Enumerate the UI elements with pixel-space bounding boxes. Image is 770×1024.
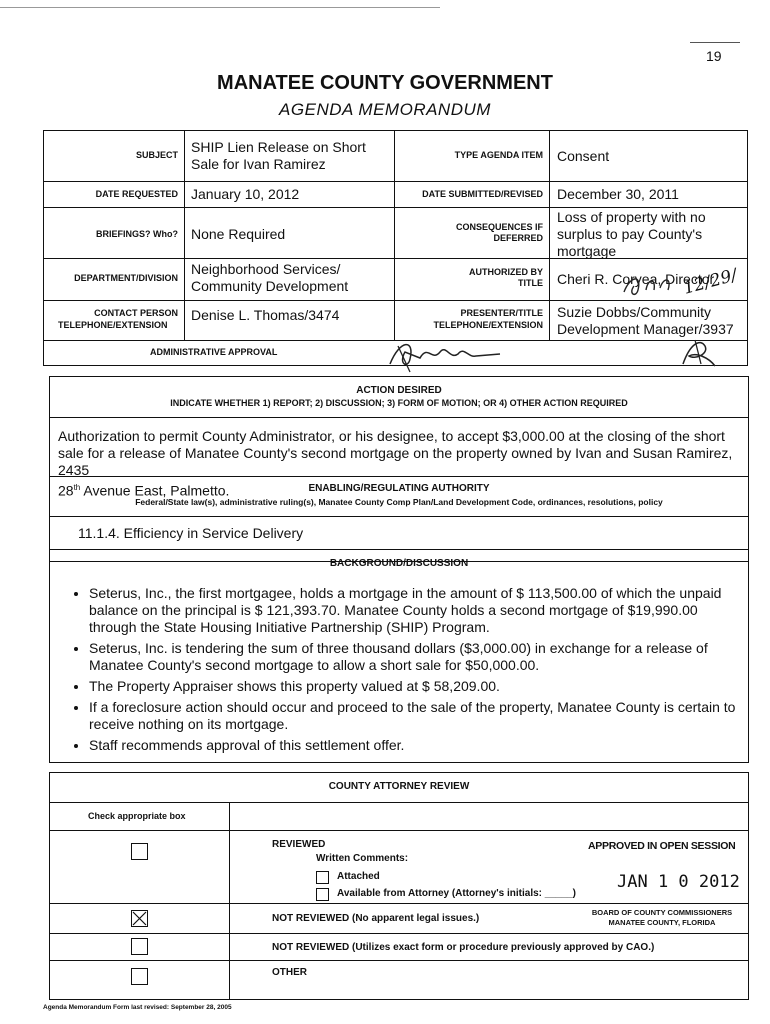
consequences-label-1: CONSEQUENCES IF xyxy=(455,222,543,232)
admin-signature xyxy=(380,334,520,374)
action-subheading: INDICATE WHETHER 1) REPORT; 2) DISCUSSION; 3) FORM OF MOTION; OR 4) OTHER ACTION REQUIRED xyxy=(170,398,628,408)
subject-value: SHIP Lien Release on Short Sale for Ivan Ramirez xyxy=(191,139,366,172)
not-reviewed-checkbox[interactable] xyxy=(131,910,148,927)
type-agenda-label: TYPE AGENDA ITEM xyxy=(454,150,543,160)
subject-label: SUBJECT xyxy=(135,150,178,160)
action-text-street-number: 28 xyxy=(58,482,74,499)
reviewed-label: REVIEWED xyxy=(272,839,326,850)
background-item: • The Property Appraiser shows this property valued at $ 58,209.00. xyxy=(89,678,739,695)
available-checkbox[interactable] xyxy=(316,888,329,901)
check-box-label: Check appropriate box xyxy=(88,811,186,821)
date-requested-label: DATE REQUESTED xyxy=(95,189,178,199)
page-subtitle: AGENDA MEMORANDUM xyxy=(279,100,491,119)
not-reviewed-label: NOT REVIEWED (No apparent legal issues.) xyxy=(272,913,480,924)
form-footer: Agenda Memorandum Form last revised: September 28, 2005 xyxy=(43,1004,232,1011)
briefings-label: BRIEFINGS? Who? xyxy=(96,229,178,239)
background-item: • Seterus, Inc., the first mortgagee, holds a mortgage in the amount of $ 113,500.00 of which the unpaid balance on the principal is $ 121,393.70. Manatee County holds a second mortgage of $19,990.00 through the State Housing Initiative Partnership (SHIP) Program. xyxy=(89,585,739,636)
background-item: • Staff recommends approval of this settlement offer. xyxy=(89,737,739,754)
action-text-sup: th xyxy=(73,483,81,492)
background-item: • If a foreclosure action should occur and proceed to the sale of the property, Manatee County is certain to receive nothing on its mortgage. xyxy=(89,699,739,733)
authorized-label-2: TITLE xyxy=(518,278,543,288)
background-list-wrapper xyxy=(49,585,739,758)
not-reviewed-cao-checkbox[interactable] xyxy=(131,938,148,955)
contact-label-2: TELEPHONE/EXTENSION xyxy=(58,320,168,330)
available-label: Available from Attorney (Attorney's initials: _____) xyxy=(337,888,576,899)
page-number: 19 xyxy=(706,48,722,64)
authority-subheading: Federal/State law(s), administrative ruling(s), Manatee County Comp Plan/Land Development Code, ordinances, resolutions, policy xyxy=(135,497,663,507)
presenter-label-2: TELEPHONE/EXTENSION xyxy=(433,320,543,330)
authority-heading: ENABLING/REGULATING AUTHORITY xyxy=(308,483,490,494)
approved-stamp-date: JAN 1 0 2012 xyxy=(617,872,740,892)
background-item: • Seterus, Inc. is tendering the sum of three thousand dollars ($3,000.00) in exchange for a release of Manatee County's second mortgage to allow a short sale for $50,000.00. xyxy=(89,640,739,674)
consequences-value: Loss of property with no surplus to pay County's mortgage xyxy=(557,209,706,259)
date-submitted-label: DATE SUBMITTED/REVISED xyxy=(422,189,543,199)
not-reviewed-cao-label: NOT REVIEWED (Utilizes exact form or procedure previously approved by CAO.) xyxy=(272,942,655,953)
approver-initials-signature xyxy=(675,334,720,370)
check-mark-icon xyxy=(132,911,147,926)
approved-stamp-line4: MANATEE COUNTY, FLORIDA xyxy=(608,918,716,927)
background-heading: BACKGROUND/DISCUSSION xyxy=(329,558,469,569)
written-comments-label: Written Comments: xyxy=(316,853,409,864)
other-label: OTHER xyxy=(272,967,307,978)
authorized-label-1: AUTHORIZED BY xyxy=(469,267,543,277)
department-label: DEPARTMENT/DIVISION xyxy=(74,273,178,283)
reviewed-checkbox[interactable] xyxy=(131,843,148,860)
approved-stamp-line1: APPROVED IN OPEN SESSION xyxy=(588,840,736,852)
approved-stamp-line3: BOARD OF COUNTY COMMISSIONERS xyxy=(591,908,733,917)
page-title: MANATEE COUNTY GOVERNMENT xyxy=(217,72,553,94)
contact-value: Denise L. Thomas/3474 xyxy=(191,307,340,323)
action-text-line-2: Avenue East, Palmetto. xyxy=(80,482,230,499)
action-text-line-1: Authorization to permit County Administrator, or his designee, to accept $3,000.00 at the closing of the short sale for a release of Manatee County's second mortgage on the property owned by Ivan and Susan Ramirez, 2435 xyxy=(58,428,733,478)
presenter-value-2: Development Manager/3937 xyxy=(557,321,734,337)
presenter-value-1: Suzie Dobbs/Community xyxy=(557,304,712,320)
admin-approval-label: ADMINISTRATIVE APPROVAL xyxy=(150,347,278,357)
attorney-heading: COUNTY ATTORNEY REVIEW xyxy=(328,781,470,792)
attached-checkbox[interactable] xyxy=(316,871,329,884)
date-requested-value: January 10, 2012 xyxy=(191,186,300,202)
date-submitted-value: December 30, 2011 xyxy=(557,186,679,202)
consequences-label-2: DEFERRED xyxy=(493,233,543,243)
page-number-rule xyxy=(690,42,740,43)
attached-label: Attached xyxy=(337,871,380,882)
other-checkbox[interactable] xyxy=(131,968,148,985)
briefings-value: None Required xyxy=(191,226,286,242)
action-heading: ACTION DESIRED xyxy=(356,385,442,396)
presenter-label-1: PRESENTER/TITLE xyxy=(460,308,543,318)
handwritten-date: 12/29/ xyxy=(681,265,740,299)
department-value: Neighborhood Services/ Community Development xyxy=(191,261,349,294)
authorized-value: Cheri R. Coryea, Director xyxy=(557,271,715,287)
background-list xyxy=(49,585,739,754)
type-agenda-value: Consent xyxy=(557,148,610,164)
scan-line xyxy=(0,7,440,8)
authority-text: 11.1.4. Efficiency in Service Delivery xyxy=(78,525,304,541)
contact-label-1: CONTACT PERSON xyxy=(94,308,178,318)
